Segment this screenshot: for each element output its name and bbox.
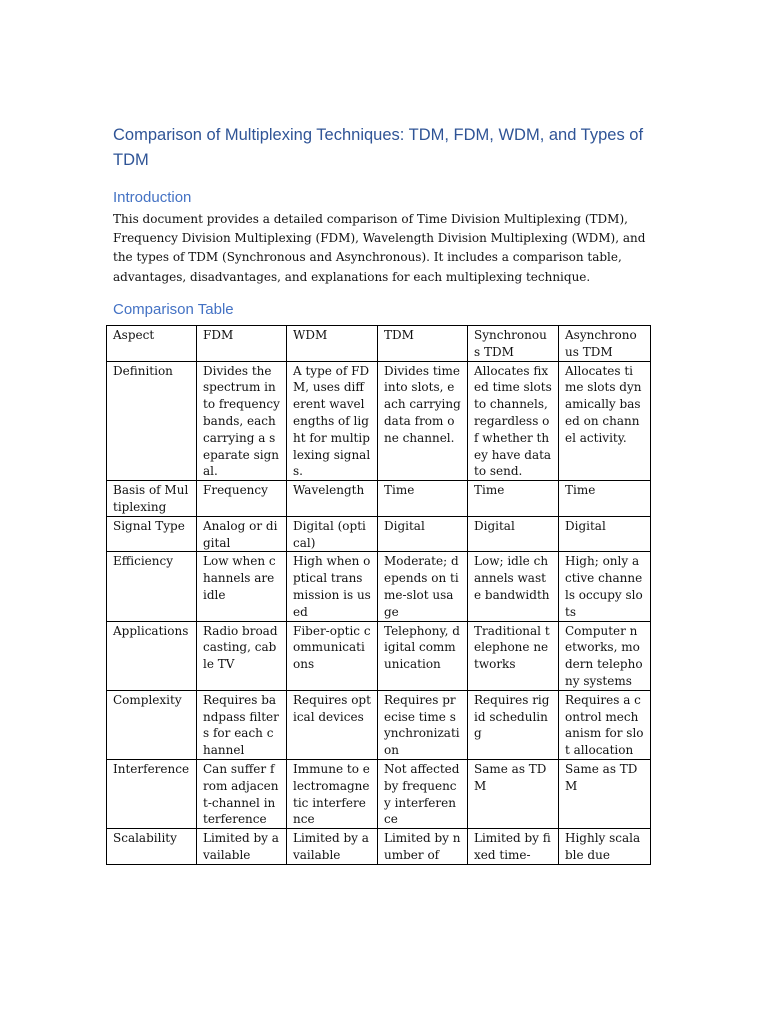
table-header-row [107, 326, 651, 362]
introduction-paragraph: This document provides a detailed comparison of Time Division Multiplexing (TDM), Frequency Division Multiplexing (FDM), Wavelength Division Multiplexing (WDM), and the types of TDM (Synchronous and Asynchronous). It includes a comparison table, advantages, disadvantages, and explanations for each multiplexing technique. [113, 212, 646, 284]
table-cell: Immune to electromagnetic interference [287, 759, 378, 828]
table-row [107, 621, 651, 690]
table-cell: Divides time into slots, each carrying data from one channel. [378, 361, 468, 481]
page-bottom-margin [0, 916, 768, 1024]
table-cell: Digital (optical) [287, 516, 378, 552]
introduction-heading: Introduction [113, 189, 192, 206]
table-row [107, 516, 651, 552]
table-cell: Requires a control mechanism for slot allocation [559, 690, 651, 759]
header-cell: Asynchronous TDM [559, 326, 651, 362]
table-cell: Limited by number of [378, 829, 468, 865]
table-cell: Requires rigid scheduling [468, 690, 559, 759]
table-cell: Same as TDM [468, 759, 559, 828]
table-cell: A type of FDM, uses different wavelengths of light for multiplexing signals. [287, 361, 378, 481]
table-row [107, 829, 651, 865]
table-cell: High when optical transmission is used [287, 552, 378, 621]
row-label-cell: Efficiency [107, 552, 197, 621]
table-cell: Frequency [197, 481, 287, 517]
table-row [107, 361, 651, 481]
table-row [107, 481, 651, 517]
row-label-cell: Basis of Multiplexing [107, 481, 197, 517]
table-cell: Radio broadcasting, cable TV [197, 621, 287, 690]
table-cell: Requires optical devices [287, 690, 378, 759]
table-cell: Requires precise time synchronization [378, 690, 468, 759]
table-cell: Digital [378, 516, 468, 552]
table-cell: Low when channels are idle [197, 552, 287, 621]
row-label-cell: Scalability [107, 829, 197, 865]
table-cell: Time [378, 481, 468, 517]
header-cell: Aspect [107, 326, 197, 362]
table-cell: Limited by available [287, 829, 378, 865]
header-cell: TDM [378, 326, 468, 362]
row-label-cell: Interference [107, 759, 197, 828]
header-cell: FDM [197, 326, 287, 362]
table-cell: Analog or digital [197, 516, 287, 552]
table-cell: Digital [468, 516, 559, 552]
table-row [107, 690, 651, 759]
table-cell: Not affected by frequency interference [378, 759, 468, 828]
table-cell: Time [559, 481, 651, 517]
table-cell: Highly scalable due [559, 829, 651, 865]
row-label-cell: Applications [107, 621, 197, 690]
table-cell: Fiber-optic communications [287, 621, 378, 690]
table-cell: Moderate; depends on time-slot usage [378, 552, 468, 621]
table-cell: Same as TDM [559, 759, 651, 828]
table-cell: Can suffer from adjacent-channel interference [197, 759, 287, 828]
table-cell: Allocates fixed time slots to channels, regardless of whether they have data to send. [468, 361, 559, 481]
header-cell: Synchronous TDM [468, 326, 559, 362]
table-cell: Telephony, digital communication [378, 621, 468, 690]
table-cell: Requires bandpass filters for each channel [197, 690, 287, 759]
row-label-cell: Signal Type [107, 516, 197, 552]
table-cell: Allocates time slots dynamically based on channel activity. [559, 361, 651, 481]
comparison-table [106, 325, 651, 865]
table-cell: Low; idle channels waste bandwidth [468, 552, 559, 621]
document-title: Comparison of Multiplexing Techniques: TDM, FDM, WDM, and Types of TDM [113, 126, 644, 169]
table-cell: Computer networks, modern telephony systems [559, 621, 651, 690]
row-label-cell: Definition [107, 361, 197, 481]
table-cell: Digital [559, 516, 651, 552]
table-row [107, 552, 651, 621]
table-cell: Time [468, 481, 559, 517]
table-cell: Traditional telephone networks [468, 621, 559, 690]
table-cell: Divides the spectrum into frequency bands, each carrying a separate signal. [197, 361, 287, 481]
table-cell: Limited by fixed time- [468, 829, 559, 865]
table-cell: Limited by available [197, 829, 287, 865]
row-label-cell: Complexity [107, 690, 197, 759]
table-row [107, 759, 651, 828]
table-cell: Wavelength [287, 481, 378, 517]
header-cell: WDM [287, 326, 378, 362]
table-cell: High; only active channels occupy slots [559, 552, 651, 621]
comparison-table-heading: Comparison Table [113, 301, 234, 318]
